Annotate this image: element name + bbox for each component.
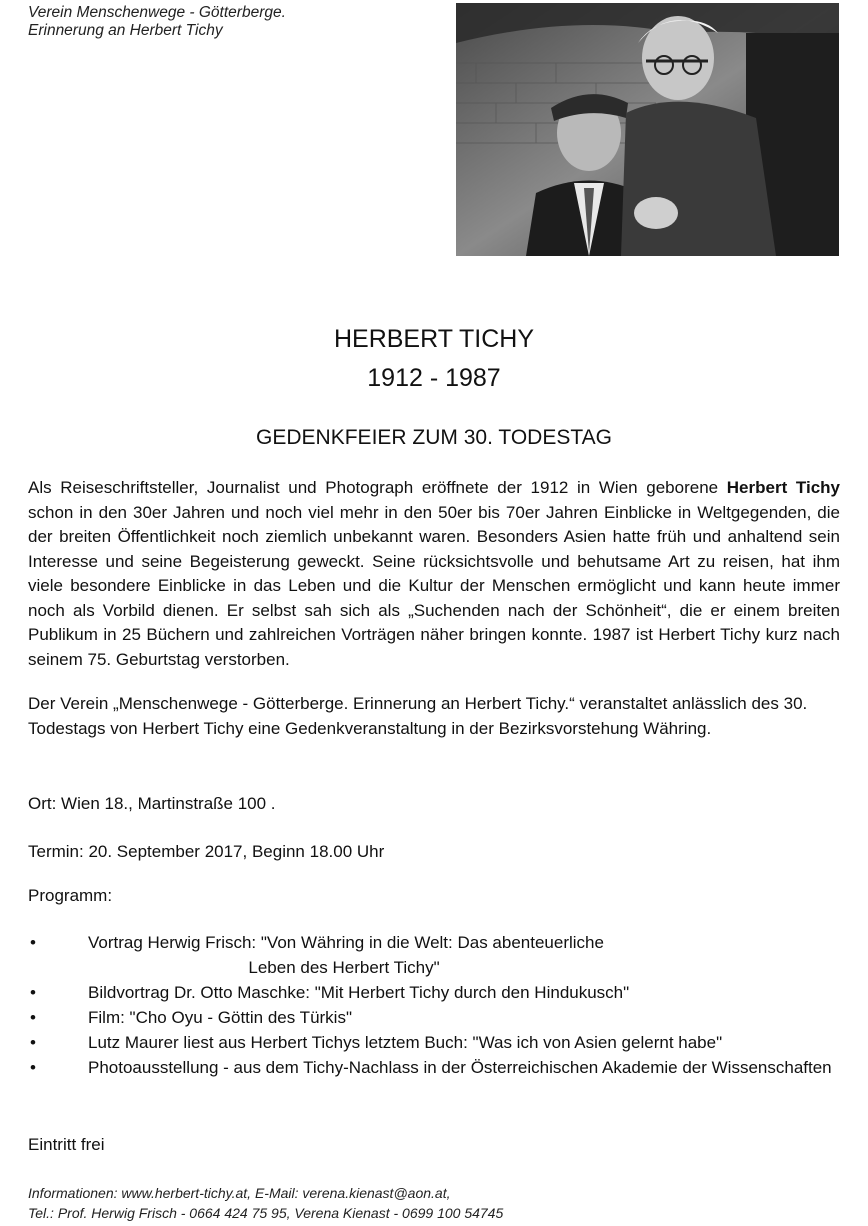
list-item [28, 930, 840, 980]
program-item-continuation: Leben des Herbert Tichy" [248, 958, 440, 977]
list-item [28, 1005, 840, 1030]
contact-info: Informationen: www.herbert-tichy.at, E-Mail: verena.kienast@aon.at, [28, 1185, 451, 1201]
portrait-photo-icon [456, 3, 839, 256]
bullet-icon: • [30, 1008, 36, 1027]
program-heading: Programm: [28, 886, 113, 905]
intro-paragraph [28, 476, 840, 672]
event-date: Termin: 20. September 2017, Beginn 18.00 Uhr [28, 842, 385, 861]
contact-phones: Tel.: Prof. Herwig Frisch - 0664 424 75 95, Verena Kienast - 0699 100 54745 [28, 1205, 504, 1221]
organization-header [28, 4, 428, 40]
program-item-text: Lutz Maurer liest aus Herbert Tichys letztem Buch: "Was ich von Asien gelernt habe" [88, 1033, 723, 1052]
bullet-icon: • [30, 983, 36, 1002]
program-item-text: Bildvortrag Dr. Otto Maschke: "Mit Herbert Tichy durch den Hindukusch" [88, 983, 630, 1002]
intro-text-start: Als Reiseschriftsteller, Journalist und Photograph eröffnete der 1912 in Wien geborene [28, 478, 727, 497]
list-item [28, 1030, 840, 1055]
life-years: 1912 - 1987 [367, 364, 501, 392]
contact-footer [28, 1183, 848, 1223]
page-title: HERBERT TICHY [333, 325, 535, 353]
event-description: Der Verein „Menschenwege - Götterberge. Erinnerung an Herbert Tichy.“ veranstaltet anlässlich des 30. Todestags von Herbert Tichy eine Gedenkveranstaltung in der Bezirksvorstehung Währing. [28, 694, 808, 738]
event-location: Ort: Wien 18., Martinstraße 100 . [28, 794, 276, 813]
bullet-icon: • [30, 933, 36, 952]
organization-name: Verein Menschenwege - Götterberge. [28, 4, 286, 21]
program-item-text: Vortrag Herwig Frisch: "Von Währing in die Welt: Das abenteuerliche [88, 933, 604, 952]
program-list [28, 930, 840, 1080]
intro-name-bold: Herbert Tichy [726, 478, 840, 497]
program-item-text: Film: "Cho Oyu - Göttin des Türkis" [88, 1008, 352, 1027]
intro-text-rest: schon in den 30er Jahren und noch viel mehr in den 50er bis 70er Jahren Einblicke in Weltgegenden, die der breiten Öffentlichkeit noch ziemlich unbekannt waren. Besonders Asien hatte früh und anhaltend sein Interesse und seine Begeisterung geweckt. Seine rücksichtsvolle und behutsame Art zu reisen, hat ihm viele besondere Einblicke in das Leben und die Kultur der Menschen ermöglicht und kann heute immer noch als Vorbild dienen. Er selbst sah sich als „Suchenden nach der Schönheit“, die er einem breiten Publikum in 25 Büchern und zahlreichen Vorträgen näher bringen konnte. 1987 ist Herbert Tichy kurz nach seinem 75. Geburtstag verstorben. [28, 502, 840, 669]
portrait-photo [456, 3, 839, 256]
organization-subtitle: Erinnerung an Herbert Tichy [28, 22, 223, 39]
bullet-icon: • [30, 1033, 36, 1052]
admission-note: Eintritt frei [28, 1135, 105, 1154]
list-item [28, 1055, 840, 1080]
list-item [28, 980, 840, 1005]
program-item-text: Photoausstellung - aus dem Tichy-Nachlass in der Österreichischen Akademie der Wissenschaften [88, 1058, 832, 1077]
bullet-icon: • [30, 1058, 36, 1077]
event-subtitle: GEDENKFEIER ZUM 30. TODESTAG [256, 426, 612, 449]
